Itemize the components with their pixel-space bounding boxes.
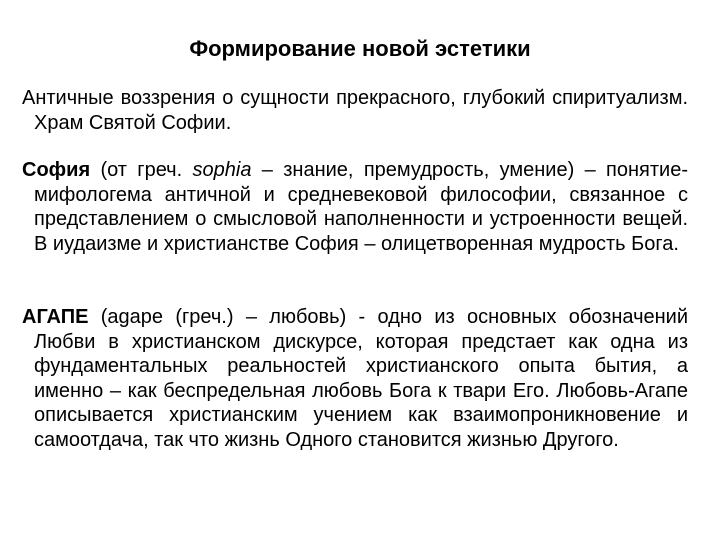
sophia-text-pre: (от греч. [90, 159, 193, 181]
slide-title: Формирование новой эстетики [189, 36, 531, 61]
sophia-greek-word: sophia [192, 159, 252, 181]
term-sophia: София [22, 159, 91, 181]
paragraph-sophia [22, 158, 688, 256]
paragraph-antiquity: Античные воззрения о сущности прекрасного, глубокий спиритуализм. Храм Святой Софии. [22, 87, 688, 134]
sophia-definition: – знание, премудрость, умение) – понятие-мифологема античной и средневековой философии, связанное с представлением о смысловой наполненности и устроенности вещей. В иудаизме и христианстве София – олицетворенная мудрость Бога. [34, 159, 689, 255]
paragraph-agape [22, 305, 688, 452]
term-agape: АГАПЕ [22, 306, 89, 328]
agape-definition: (agape (греч.) – любовь) - одно из основных обозначений Любви в христианском дискурсе, которая предстает как одна из фундаментальных реальностей христианского опыта бытия, а именно – как беспредельная любовь Бога к твари Его. Любовь-Агапе описывается христианским учением как взаимопроникновение и самоотдача, так что жизнь Одного становится жизнью Другого. [34, 306, 688, 451]
